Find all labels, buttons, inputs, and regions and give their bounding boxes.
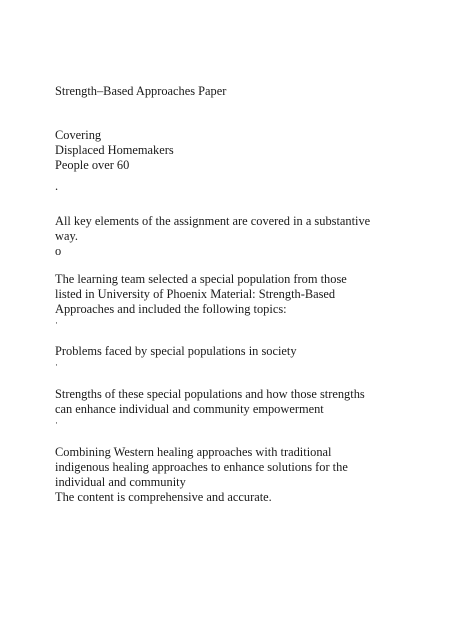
document-title: Strength–Based Approaches Paper — [55, 84, 227, 98]
topic-3-line-1: Combining Western healing approaches with traditional — [55, 445, 332, 459]
sub-bullet-marker: o — [55, 244, 62, 258]
team-selection-line-3: Approaches and included the following topics: — [55, 302, 287, 316]
topic-bullet-1: · — [55, 318, 58, 328]
team-selection-line-2: listed in University of Phoenix Material: Strength-Based — [55, 287, 336, 301]
key-elements-line-1: All key elements of the assignment are covered in a substantive — [55, 214, 371, 228]
covering-heading: Covering — [55, 128, 102, 142]
content-statement: The content is comprehensive and accurate. — [55, 490, 272, 504]
topic-2-line-1: Strengths of these special populations and how those strengths — [55, 387, 365, 401]
topic-bullet-3: · — [55, 418, 58, 428]
key-elements-line-2: way. — [55, 229, 78, 243]
topic-1: Problems faced by special populations in society — [55, 344, 297, 358]
topic-3-line-3: individual and community — [55, 475, 186, 489]
bullet-marker: . — [55, 179, 59, 193]
team-selection-line-1: The learning team selected a special population from those — [55, 272, 347, 286]
topic-2-line-2: can enhance individual and community empowerment — [55, 402, 324, 416]
topic-bullet-2: · — [55, 360, 58, 370]
covering-item-displaced-homemakers: Displaced Homemakers — [55, 143, 174, 157]
topic-3-line-2: indigenous healing approaches to enhance solutions for the — [55, 460, 348, 474]
covering-item-people-over-60: People over 60 — [55, 158, 130, 172]
